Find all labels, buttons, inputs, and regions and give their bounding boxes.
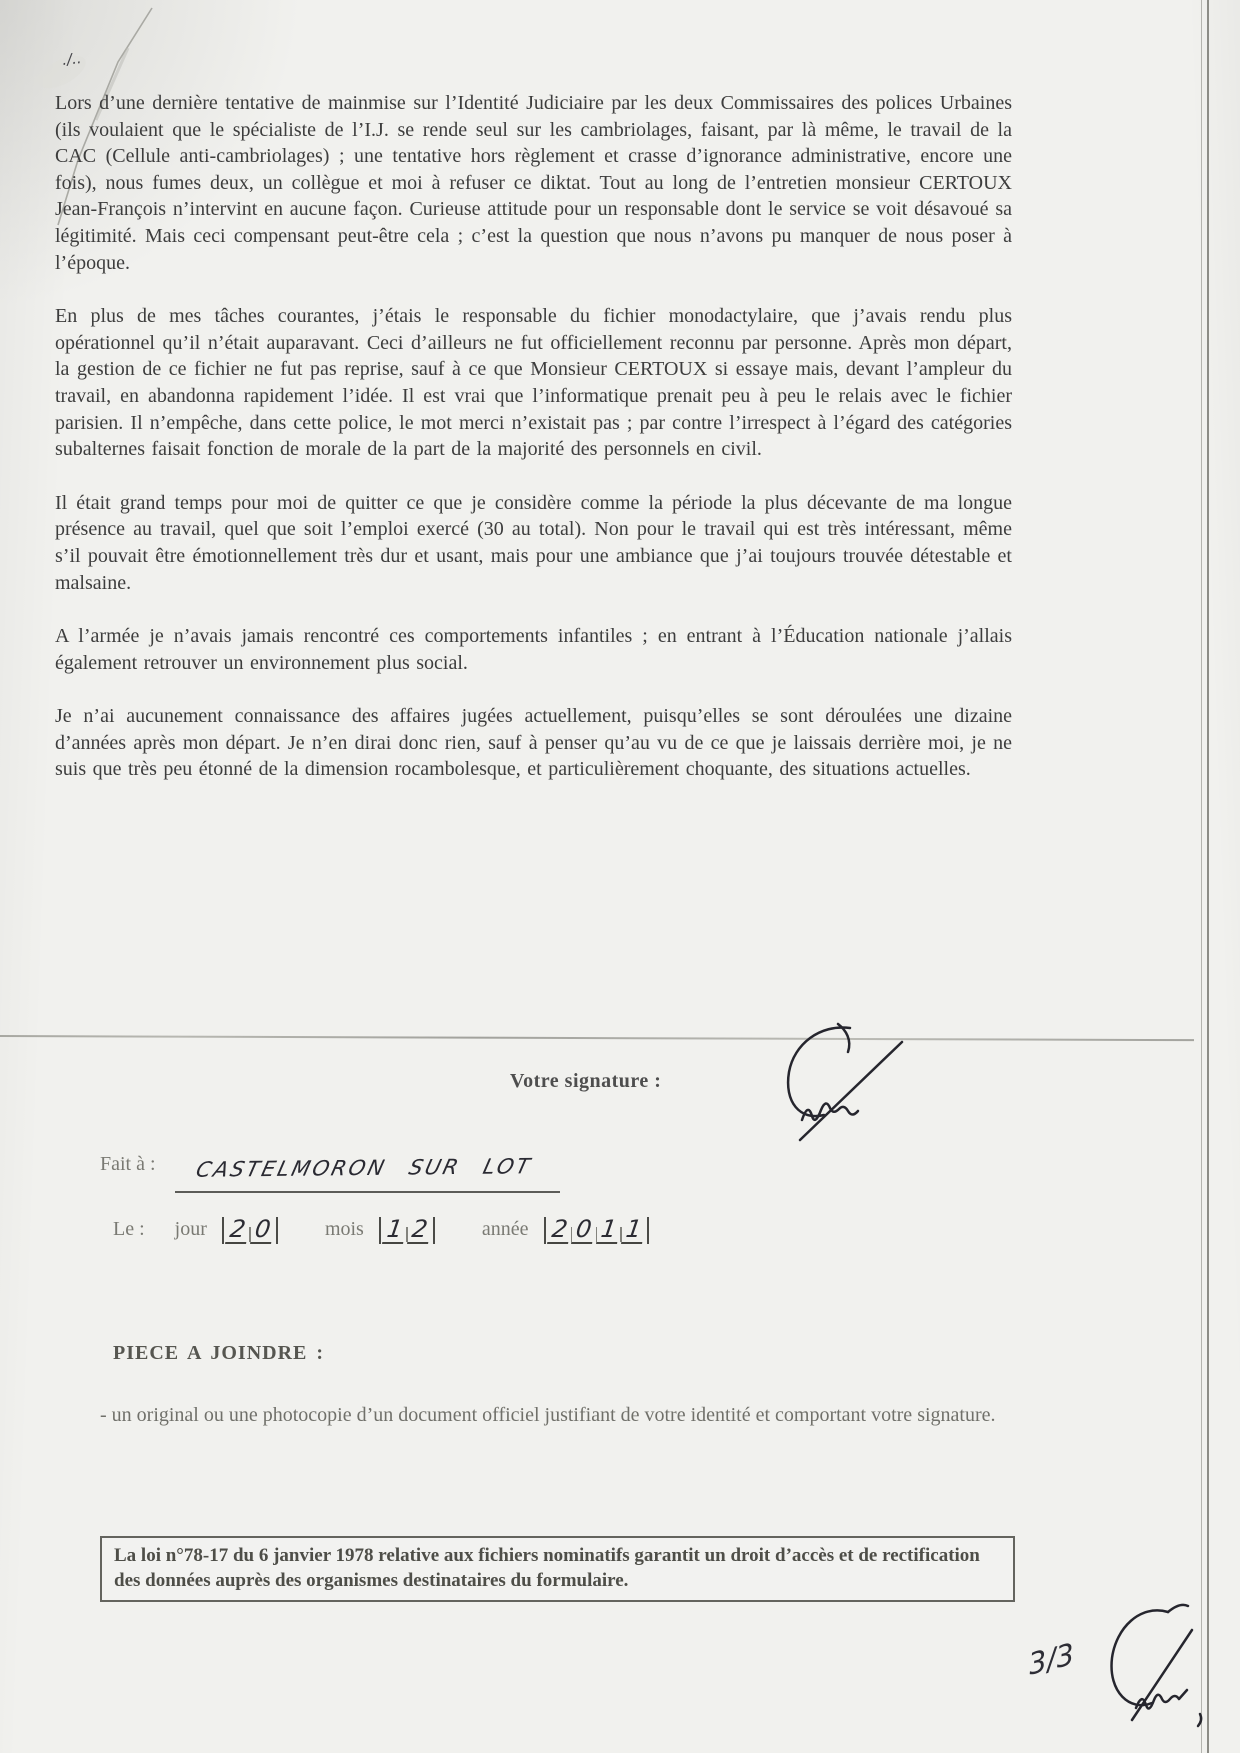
month-handwritten-value: 1 2	[384, 1216, 430, 1244]
place-field	[175, 1150, 560, 1193]
paragraph-3: Il était grand temps pour moi de quitter ce que je considère comme la période la plus décevante de ma longue présence au travail, quel que soit l’emploi exercé (30 au total). Non pour le travail qui est très intéressant, même s’il pouvait être émotionnellement très dur et usant, mais pour une ambiance que j’ai toujours trouvée détestable et malsaine.	[55, 491, 1012, 594]
month-label: mois	[324, 1218, 364, 1240]
letter-body	[55, 90, 1012, 810]
applicant-signature-handwriting	[742, 1022, 910, 1148]
attachments-title: PIECE A JOINDRE :	[113, 1342, 325, 1364]
place-handwritten-value: CASTELMORON SUR LOT	[193, 1154, 535, 1182]
year-field	[541, 1216, 653, 1244]
horizontal-divider	[0, 1035, 1194, 1041]
legal-notice-box	[100, 1536, 1015, 1602]
field-bar	[647, 1217, 649, 1244]
bottom-signature-handwriting	[1072, 1596, 1212, 1736]
fait-a-label: Fait à :	[100, 1153, 156, 1175]
field-bar	[379, 1217, 381, 1244]
corner-continuation-mark: ./..	[61, 49, 83, 69]
date-row	[113, 1208, 652, 1244]
year-handwritten-value: 2 0 1 1	[549, 1216, 645, 1244]
field-bar	[544, 1217, 546, 1244]
field-bar	[222, 1217, 224, 1244]
day-handwritten-value: 2 0	[227, 1216, 273, 1244]
legal-notice-text: La loi n°78-17 du 6 janvier 1978 relative aux fichiers nominatifs garantit un droit d’accès et de rectification des données auprès des organismes destinataires du formulaire.	[114, 1545, 980, 1591]
paragraph-5: Je n’ai aucunement connaissance des affaires jugées actuellement, puisqu’elles se sont déroulées une dizaine d’années après mon départ. Je n’en dirai donc rien, sauf à penser qu’au vu de ce que je laissais derrière moi, je ne suis que très peu étonné de la dimension rocambolesque, et particulièrement choquante, des situations actuelles.	[55, 705, 1012, 781]
scan-edge-line-light	[1201, 0, 1202, 1753]
attachments-item: - un original ou une photocopie d’un document officiel justifiant de votre identité et comportant votre signature.	[100, 1404, 996, 1426]
day-field	[219, 1216, 281, 1244]
scan-edge-line-dark	[1207, 0, 1209, 1753]
year-label: année	[481, 1218, 529, 1240]
field-bar	[276, 1217, 278, 1244]
paragraph-2: En plus de mes tâches courantes, j’étais le responsable du fichier monodactylaire, que j’avais rendu plus opérationnel qu’il n’était auparavant. Ceci d’ailleurs ne fut officiellement reconnu par personne. Après mon départ, la gestion de ce fichier ne fut pas reprise, sauf à ce que Monsieur CERTOUX si essaye mais, devant l’ampleur du travail, en abandonna rapidement l’idée. Il est vrai que l’informatique prenait peu à peu le relais avec le fichier parisien. Il n’empêche, dans cette police, le mot merci n’existait pas ; par contre l’irrespect à l’égard des catégories subalternes faisait fonction de morale de la part de la majorité des personnels en civil.	[55, 305, 1012, 461]
day-label: jour	[174, 1218, 207, 1240]
paragraph-1: Lors d’une dernière tentative de mainmise sur l’Identité Judiciaire par les deux Commissaires des polices Urbaines (ils voulaient que le spécialiste de l’I.J. se rende seul sur les cambriolages, faisant, par là même, le travail de la CAC (Cellule anti-cambriolages) ; une tentative hors règlement et crasse d’ignorance administrative, encore une fois), nous fumes deux, un collègue et moi à refuser ce diktat. Tout au long de l’entretien monsieur CERTOUX Jean-François n’intervint en aucune façon. Curieuse attitude pour un responsable dont le service se voit désavoué sa légitimité. Mais ceci compensant peut-être cela ; c’est la question que nous n’avons pu manquer de nous poser à l’époque.	[55, 92, 1012, 274]
paragraph-4: A l’armée je n’avais jamais rencontré ces comportements infantiles ; en entrant à l’Éducation nationale j’allais également retrouver un environnement plus social.	[55, 625, 1012, 674]
signature-label: Votre signature :	[510, 1070, 662, 1092]
field-bar	[433, 1217, 435, 1244]
le-label: Le :	[113, 1218, 145, 1240]
month-field	[376, 1216, 438, 1244]
page-number-handwritten: 3/3	[1026, 1636, 1076, 1682]
